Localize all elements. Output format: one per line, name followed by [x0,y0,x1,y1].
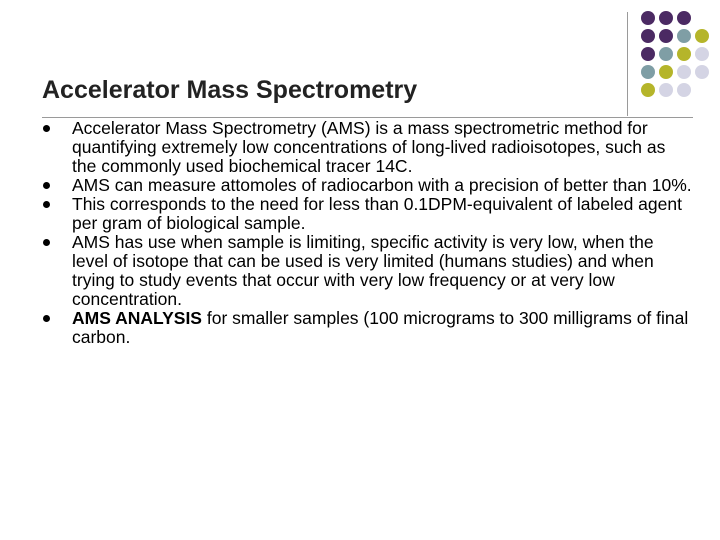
decorative-vertical-rule [627,12,628,116]
bullet-item [42,233,692,309]
bullet-text: AMS has use when sample is limiting, specific activity is very low, when the level of isotope that can be used is very limited (humans studies) and when trying to study events that occur with very low frequency or at very low concentration. [72,232,654,309]
decorative-dot-olive [659,65,673,79]
decorative-dot-lavender [677,65,691,79]
bullet-dot-icon [43,125,50,132]
decorative-dot-lavender [677,83,691,97]
decorative-dot-lavender [695,47,709,61]
bullet-text: Accelerator Mass Spectrometry (AMS) is a mass spectrometric method for quantifying extremely low concentrations of long-lived radioisotopes, such as the commonly used biochemical tracer 14C. [72,118,666,176]
decorative-dot-teal [659,47,673,61]
decorative-dot-purple [641,11,655,25]
bullet-text: for smaller samples (100 micrograms to 300 milligrams of final carbon. [72,308,689,347]
decorative-dot-purple [641,29,655,43]
decorative-dot-lavender [695,65,709,79]
bullet-dot-icon [43,239,50,246]
bullet-item [42,195,692,233]
bullet-dot-icon [43,182,50,189]
bullet-item [42,176,692,195]
decorative-dot-purple [659,29,673,43]
decorative-dot-purple [659,11,673,25]
bullet-text: This corresponds to the need for less than 0.1DPM-equivalent of labeled agent per gram of biological sample. [72,194,682,233]
decorative-dot-grid [0,0,720,130]
decorative-dot-olive [641,83,655,97]
decorative-dot-olive [677,47,691,61]
decorative-dot-olive [695,29,709,43]
decorative-dot-teal [677,29,691,43]
decorative-dot-teal [641,65,655,79]
decorative-dot-purple [677,11,691,25]
bullet-dot-icon [43,315,50,322]
bullet-bold-text: AMS ANALYSIS [72,308,202,328]
bullet-item [42,119,692,176]
slide-title: Accelerator Mass Spectrometry [42,76,418,104]
decorative-dot-lavender [659,83,673,97]
bullet-text: AMS can measure attomoles of radiocarbon with a precision of better than 10%. [72,175,692,195]
bullet-item [42,309,692,347]
bullet-dot-icon [43,201,50,208]
decorative-dot-purple [641,47,655,61]
bullet-list [42,119,692,347]
